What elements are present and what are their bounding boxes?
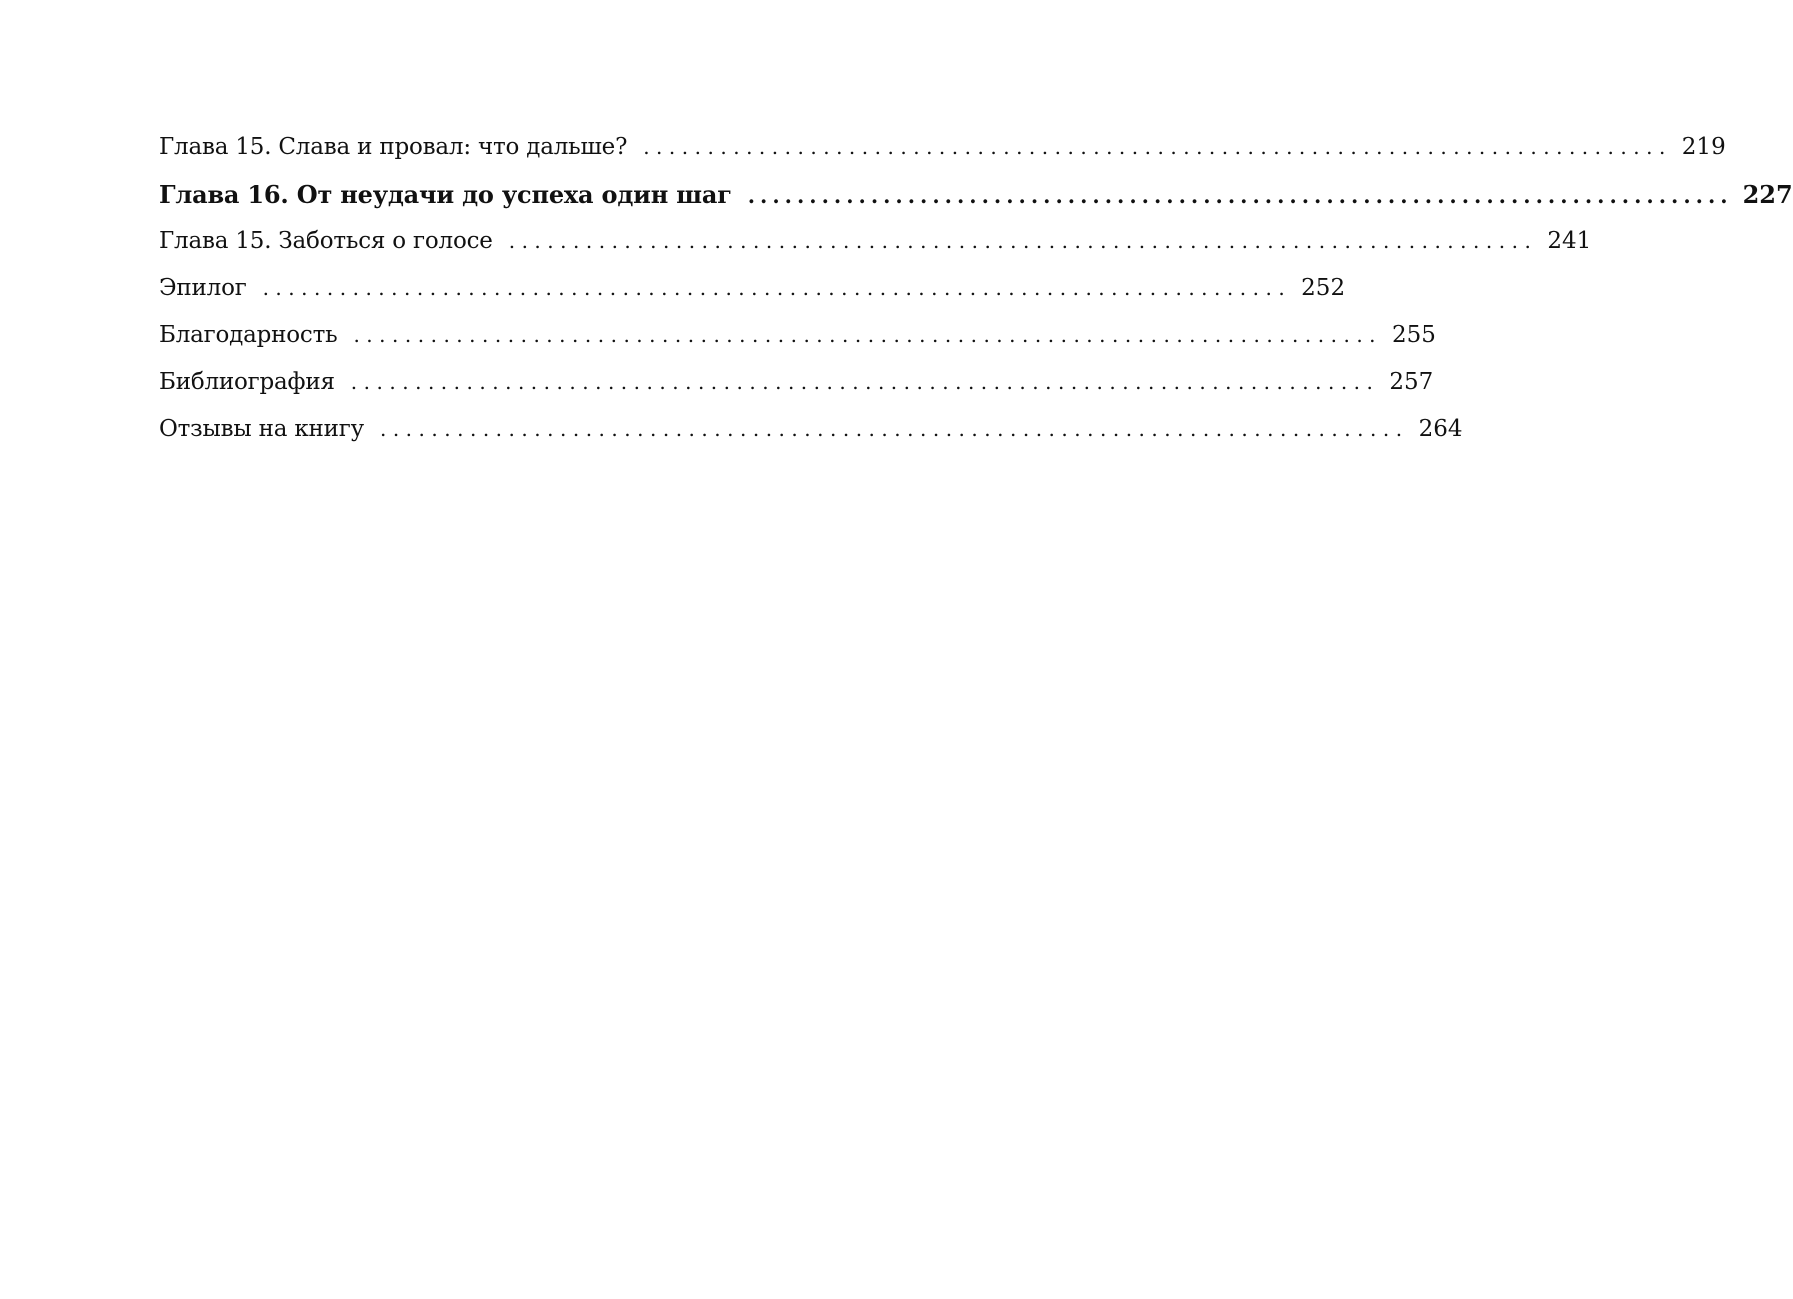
toc-page-number: 264 — [1418, 416, 1463, 442]
toc-dot-leader: ................................................................................ — [379, 417, 1409, 441]
toc-entry-epilogue[interactable] — [159, 265, 1346, 312]
toc-page-number: 227 — [1742, 180, 1793, 209]
toc-dot-leader: ................................................................................ — [353, 323, 1383, 347]
toc-entry-bibliography[interactable] — [159, 359, 1434, 406]
toc-dot-leader: ................................................................................ — [643, 135, 1672, 159]
toc-dot-leader: ................................................................................ — [262, 276, 1292, 300]
toc-entry-chapter-16[interactable] — [159, 171, 1793, 218]
toc-page-number: 255 — [1392, 322, 1436, 348]
toc-dot-leader: ................................................................................ — [747, 183, 1733, 208]
toc-dot-leader: ................................................................................ — [508, 229, 1538, 253]
toc-entry-title: Библиография — [159, 369, 335, 395]
table-of-contents — [159, 124, 1793, 453]
toc-entry-title: Глава 16. От неудачи до успеха один шаг — [159, 180, 732, 209]
toc-entry-acknowledgements[interactable] — [159, 312, 1436, 359]
toc-entry-reviews[interactable] — [159, 406, 1463, 453]
toc-entry-title: Отзывы на книгу — [159, 416, 364, 442]
toc-entry-title: Эпилог — [159, 275, 247, 301]
toc-page-number: 219 — [1681, 134, 1726, 160]
toc-entry-title: Глава 15. Слава и провал: что дальше? — [159, 134, 628, 160]
toc-page-number: 241 — [1547, 228, 1592, 254]
toc-entry-title: Благодарность — [159, 322, 338, 348]
toc-entry-title: Глава 15. Заботься о голосе — [159, 228, 493, 254]
toc-entry-chapter-15-fame[interactable] — [159, 124, 1726, 171]
toc-entry-chapter-15-voice[interactable] — [159, 218, 1592, 265]
toc-page-number: 252 — [1301, 275, 1346, 301]
toc-dot-leader: ................................................................................ — [350, 370, 1380, 394]
toc-page-number: 257 — [1389, 369, 1434, 395]
